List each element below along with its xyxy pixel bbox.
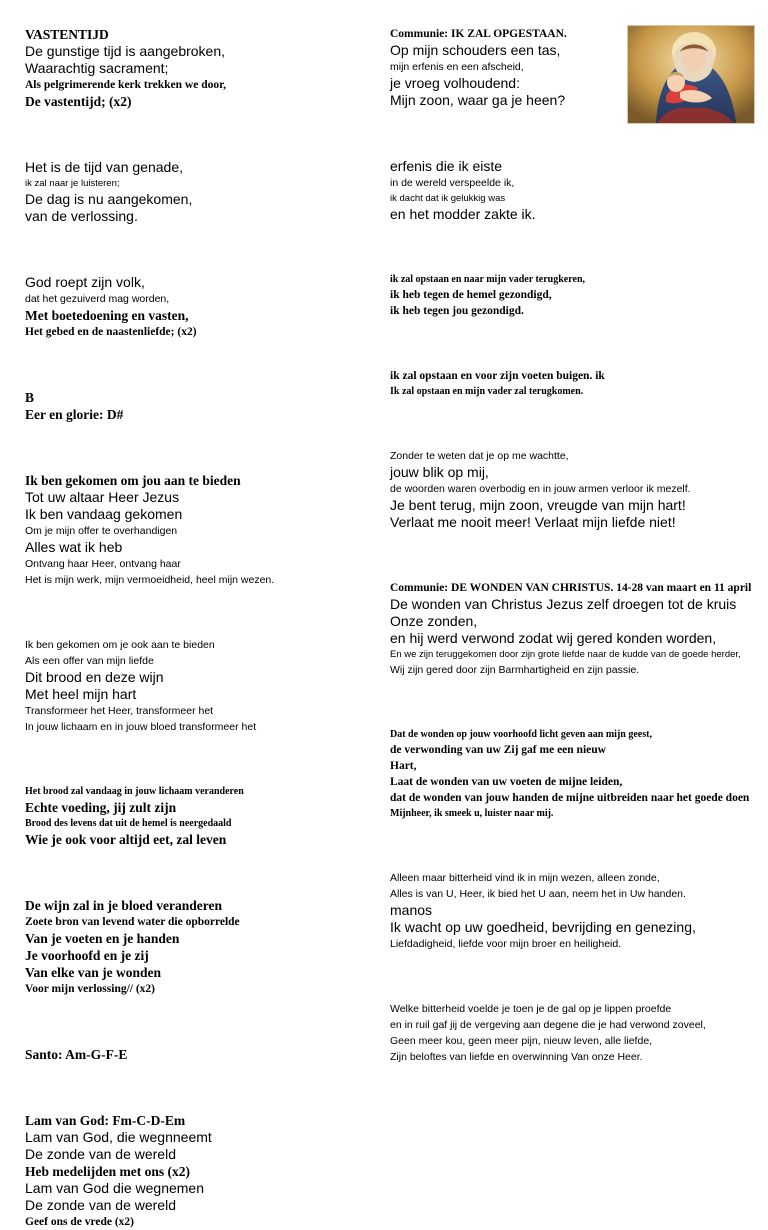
madonna-painting-icon [628,26,754,123]
lyric-line: Ik ben gekomen om jou aan te bieden [25,473,241,488]
lyric-line: De gunstige tijd is aangebroken, [25,43,226,59]
madonna-and-child-image [627,25,755,124]
lyric-line: Lam van God, die wegnneemt [25,1129,212,1145]
lyric-line: Het is mijn werk, mijn vermoeidheid, heel mijn wezen. [25,574,275,586]
lyric-line: De dag is nu aangekomen, [25,191,193,207]
lyric-line: Zonder te weten dat je op me wachtte, [390,450,569,462]
lyric-line: Van je voeten en je handen [25,931,180,946]
spacer [25,1013,370,1030]
lyric-line: In jouw lichaam en in jouw bloed transformeer het [25,721,257,733]
left-column [25,26,370,1230]
lyric-line: God roept zijn volk, [25,274,145,290]
lyric-line: Op mijn schouders een tas, [390,42,561,58]
lyric-line: Tot uw altaar Heer Jezus [25,489,180,505]
lyric-line: Het is de tijd van genade, [25,159,183,175]
lyric-line: Dit brood en deze wijn [25,669,164,685]
lyric-line: Verlaat me nooit meer! Verlaat mijn liefde niet! [390,514,676,530]
lyric-line: Dat de wonden op jouw voorhoofd licht geven aan mijn geest, [390,729,652,740]
lyric-line: Je bent terug, mijn zoon, vreugde van mijn hart! [390,497,686,513]
lyric-line: De zonde van de wereld [25,1197,176,1213]
lyric-line: en het modder zakte ik. [390,206,536,222]
lyric-line: Om je mijn offer te overhandigen [25,525,178,537]
lyric-line: ik zal naar je luisteren; [25,178,120,189]
spacer [390,968,765,985]
spacer [390,125,765,142]
lyric-line: Zoete bron van levend water die opborrelde [25,916,240,928]
lyric-line: Ontvang haar Heer, ontvang haar [25,558,181,570]
lyric-line: Echte voeding, jij zult zijn [25,800,177,815]
lyric-line: ik zal opstaan en voor zijn voeten buigen. ik [390,370,605,382]
spacer [390,239,765,256]
lyric-line: manos [390,902,433,918]
lyric-line: Alleen maar bitterheid vind ik in mijn wezen, alleen zonde, [390,872,660,884]
lyric-line: Geef ons de vrede (x2) [25,1216,135,1228]
lyric-line: de woorden waren overbodig en in jouw armen verloor ik mezelf. [390,483,691,495]
spacer [390,694,765,711]
lyric-line: Transformeer het Heer, transformeer het [25,705,214,717]
lyric-line: Laat de wonden van uw voeten de mijne leiden, [390,776,623,788]
lyric-line: ik heb tegen jou gezondigd. [390,305,524,317]
spacer [25,604,370,621]
lyric-line: Alles is van U, Heer, ik bied het U aan, neem het in Uw handen. [390,888,686,900]
spacer [390,837,765,854]
lyric-line: Hart, [390,760,417,772]
lyric-line: Alles wat ik heb [25,539,123,555]
lyric-line: de verwonding van uw Zij gaf me een nieuw [390,744,606,756]
lyric-line: Lam van God: Fm-C-D-Em [25,1113,186,1128]
lyric-line: Wie je ook voor altijd eet, zal leven [25,832,227,847]
lyric-line: jouw blik op mij, [390,464,489,480]
spacer [25,241,370,258]
lyric-line: De wijn zal in je bloed veranderen [25,898,222,913]
lyric-line: ik zal opstaan en naar mijn vader terugkeren, [390,274,586,285]
lyric-line: De wonden van Christus Jezus zelf droegen tot de kruis Onze zonden, [390,596,737,629]
lyric-line: Mijnheer, ik smeek u, luister naar mij. [390,808,554,819]
lyric-line: Je voorhoofd en je zij [25,948,149,963]
lyric-line: mijn erfenis en een afscheid, [390,61,524,73]
lyric-line: ik dacht dat ik gelukkig was [390,193,506,204]
spacer [25,439,370,456]
lyric-line: Als pelgrimerende kerk trekken we door, [25,79,227,91]
lyric-line: Ik wacht op uw goedheid, bevrijding en genezing, [390,919,696,935]
lyric-line: Met heel mijn hart [25,686,137,702]
spacer [25,1079,370,1096]
lyric-line: ik heb tegen de hemel gezondigd, [390,289,552,301]
lyric-line: Heb medelijden met ons (x2) [25,1164,190,1179]
lyric-line: Mijn zoon, waar ga je heen? [390,92,566,108]
lyric-line: Wij zijn gered door zijn Barmhartigheid en zijn passie. [390,664,640,676]
spacer [390,335,765,352]
spacer [25,356,370,373]
lyric-line: en in ruil gaf jij de vergeving aan degene die je had verwond zoveel, [390,1019,706,1031]
lyric-line: van de verlossing. [25,208,138,224]
lyric-line: Communie: DE WONDEN VAN CHRISTUS. 14-28 van maart en 11 april [390,582,752,594]
lyric-line: B [25,390,35,405]
spacer [390,547,765,564]
spacer [25,751,370,768]
lyric-line: Voor mijn verlossing// (x2) [25,983,156,995]
lyric-line: De vastentijd; (x2) [25,94,132,109]
lyric-line: Brood des levens dat uit de hemel is neergedaald [25,818,232,829]
lyric-line: Zijn beloftes van liefde en overwinning Van onze Heer. [390,1051,643,1063]
lyric-line: Ik ben gekomen om je ook aan te bieden [25,639,215,651]
spacer [25,864,370,881]
lyric-line: Welke bitterheid voelde je toen je de gal op je lippen proefde [390,1003,672,1015]
lyric-line: Geen meer kou, geen meer pijn, nieuw leven, alle liefde, [390,1035,653,1047]
lyric-line: dat de wonden van jouw handen de mijne uitbreiden naar het goede doen [390,792,750,804]
lyric-line: Met boetedoening en vasten, [25,308,189,323]
lyric-line: Ik zal opstaan en mijn vader zal terugkomen. [390,386,584,397]
lyric-line: Het gebed en de naastenliefde; (x2) [25,326,197,338]
lyric-line: in de wereld verspeelde ik, [390,177,515,189]
lyric-line: en hij werd verwond zodat wij gered konden worden, [390,630,717,646]
lyric-line: Als een offer van mijn liefde [25,655,154,667]
lyric-line: Waarachtig sacrament; [25,60,169,76]
lyric-line: Het brood zal vandaag in jouw lichaam veranderen [25,786,244,797]
right-column [390,26,765,1065]
lyric-line: De zonde van de wereld [25,1146,176,1162]
lyric-line: dat het gezuiverd mag worden, [25,293,170,305]
lyric-line: Communie: IK ZAL OPGESTAAN. [390,28,567,40]
spacer [390,415,765,432]
lyric-line: erfenis die ik eiste [390,158,503,174]
lyric-line: VASTENTIJD [25,27,109,42]
lyric-line: En we zijn teruggekomen door zijn grote liefde naar de kudde van de goede herder, [390,649,741,660]
spacer [25,126,370,143]
lyric-line: Santo: Am-G-F-E [25,1047,128,1062]
lyric-line: Van elke van je wonden [25,965,162,980]
lyric-line: je vroeg volhoudend: [390,75,520,91]
lyric-line: Lam van God die wegnemen [25,1180,204,1196]
lyric-line: Ik ben vandaag gekomen [25,506,183,522]
lyric-line: Eer en glorie: D# [25,407,124,422]
lyric-line: Liefdadigheid, liefde voor mijn broer en heiligheid. [390,938,622,950]
